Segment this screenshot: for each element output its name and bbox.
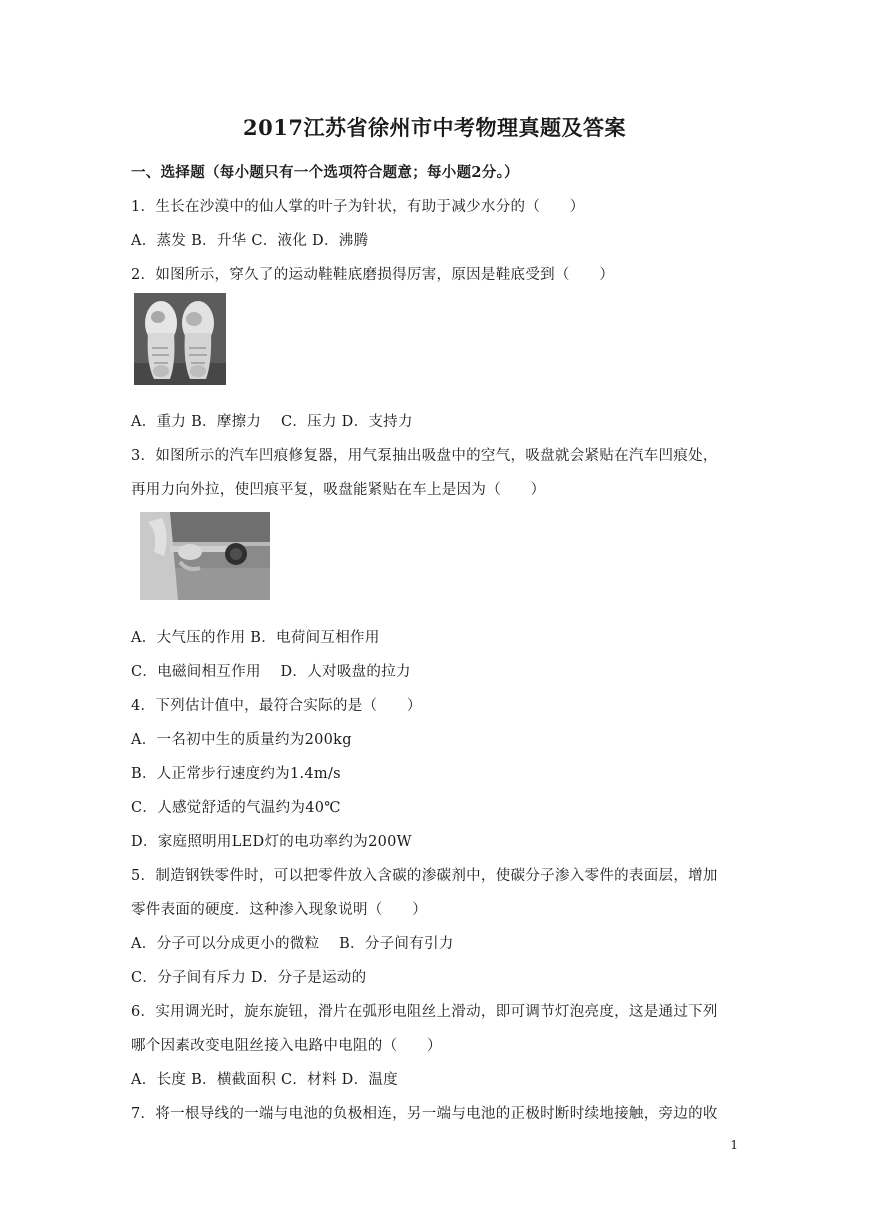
shoe-soles-image — [134, 293, 226, 385]
question-3-option-line2: C．电磁间相互作用 D．人对吸盘的拉力 — [131, 664, 411, 680]
question-4-option-a: A．一名初中生的质量约为200kg — [131, 732, 352, 748]
section-heading: 一、选择题（每小题只有一个选项符合题意；每小题2分。） — [131, 164, 519, 181]
question-1-options: A．蒸发 B．升华 C．液化 D．沸腾 — [131, 233, 369, 249]
question-3-option-line1: A．大气压的作用 B．电荷间互相作用 — [131, 630, 380, 646]
page-title: 2017江苏省徐州市中考物理真题及答案 — [243, 115, 626, 140]
shoe-soles-figure — [134, 293, 226, 385]
question-3-stem-line1: 3．如图所示的汽车凹痕修复器，用气泵抽出吸盘中的空气，吸盘就会紧贴在汽车凹痕处， — [131, 448, 718, 464]
question-4-option-b: B．人正常步行速度约为1.4m/s — [131, 766, 341, 782]
question-4-stem: 4．下列估计值中，最符合实际的是（ ） — [131, 698, 422, 714]
question-5-option-line2: C．分子间有斥力 D．分子是运动的 — [131, 970, 367, 986]
question-1-stem: 1．生长在沙漠中的仙人掌的叶子为针状，有助于减少水分的（ ） — [131, 199, 585, 215]
question-7-stem-line1: 7．将一根导线的一端与电池的负极相连，另一端与电池的正极时断时续地接触，旁边的收 — [131, 1106, 718, 1122]
question-5-stem-line2: 零件表面的硬度．这种渗入现象说明（ ） — [131, 902, 427, 918]
question-6-stem-line2: 哪个因素改变电阻丝接入电路中电阻的（ ） — [131, 1038, 442, 1054]
question-4-option-d: D．家庭照明用LED灯的电功率约为200W — [131, 834, 412, 850]
question-5-option-line1: A．分子可以分成更小的微粒 B．分子间有引力 — [131, 936, 454, 952]
question-6-options: A．长度 B．横截面积 C．材料 D．温度 — [131, 1072, 398, 1088]
dent-repair-figure — [140, 512, 270, 600]
dent-repair-image — [140, 512, 270, 600]
question-4-option-c: C．人感觉舒适的气温约为40℃ — [131, 800, 341, 816]
question-2-stem: 2．如图所示，穿久了的运动鞋鞋底磨损得厉害，原因是鞋底受到（ ） — [131, 267, 615, 283]
question-5-stem-line1: 5．制造钢铁零件时，可以把零件放入含碳的渗碳剂中，使碳分子渗入零件的表面层，增加 — [131, 868, 718, 884]
question-2-options: A．重力 B．摩擦力 C．压力 D．支持力 — [131, 414, 413, 430]
page-number: 1 — [730, 1138, 738, 1152]
question-3-stem-line2: 再用力向外拉，使凹痕平复，吸盘能紧贴在车上是因为（ ） — [131, 482, 546, 498]
question-6-stem-line1: 6．实用调光时，旋东旋钮，滑片在弧形电阻丝上滑动，即可调节灯泡亮度，这是通过下列 — [131, 1004, 718, 1020]
